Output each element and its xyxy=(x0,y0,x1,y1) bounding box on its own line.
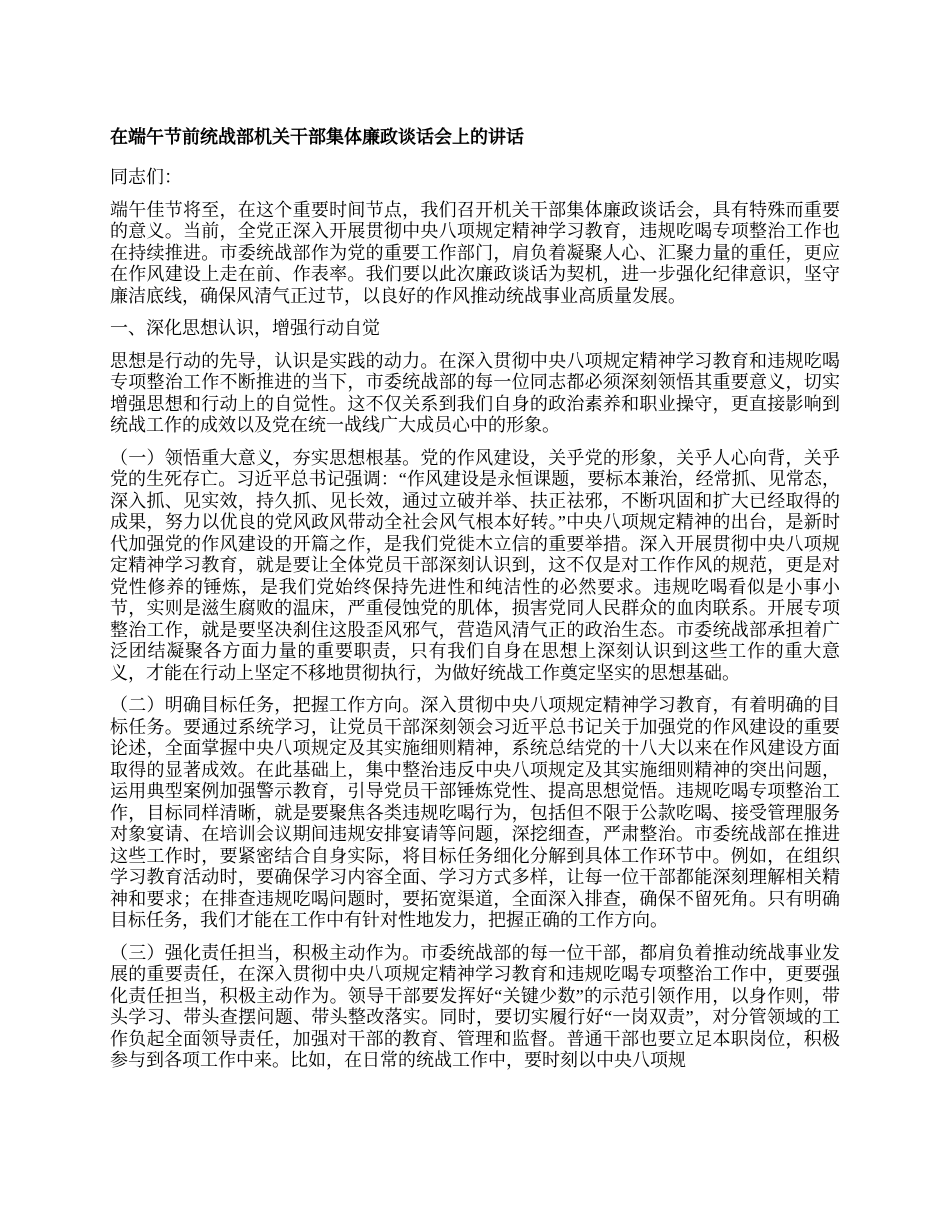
paragraph-point-3: （三）强化责任担当，积极主动作为。市委统战部的每一位干部，都肩负着推动统战事业发展的重要责任，在深入贯彻中央八项规定精神学习教育和违规吃喝专项整治工作中，更要强化责任担当，积极主动作为。领导干部要发挥好“关键少数”的示范引领作用，以身作则，带头学习、带头查摆问题、带头整改落实。同时，要切实履行好“一岗双责”，对分管领域的工作负起全面领导责任，加强对干部的教育、管理和监督。普通干部也要立足本职岗位，积极参与到各项工作中来。比如，在日常的统战工作中，要时刻以中央八项规 xyxy=(110,942,840,1070)
section-heading-1: 一、深化思想认识，增强行动自觉 xyxy=(110,318,380,338)
paragraph-intro: 端午佳节将至，在这个重要时间节点，我们召开机关干部集体廉政谈话会，具有特殊而重要的意义。当前，全党正深入开展贯彻中央八项规定精神学习教育，违规吃喝专项整治工作也在持续推进。市委统战部作为党的重要工作部门，肩负着凝聚人心、汇聚力量的重任，更应在作风建设上走在前、作表率。我们要以此次廉政谈话为契机，进一步强化纪律意识，坚守廉洁底线，确保风清气正过节，以良好的作风推动统战事业高质量发展。 xyxy=(110,199,840,306)
document-title: 在端午节前统战部机关干部集体廉政谈话会上的讲话 xyxy=(110,127,524,147)
paragraph-section-1-lead: 思想是行动的先导，认识是实践的动力。在深入贯彻中央八项规定精神学习教育和违规吃喝专项整治工作不断推进的当下，市委统战部的每一位同志都必须深刻领悟其重要意义，切实增强思想和行动上的自觉性。这不仅关系到我们自身的政治素养和职业操守，更直接影响到统战工作的成效以及党在统一战线广大成员心中的形象。 xyxy=(110,350,840,435)
paragraph-point-1: （一）领悟重大意义，夯实思想根基。党的作风建设，关乎党的形象，关乎人心向背，关乎党的生死存亡。习近平总书记强调：“作风建设是永恒课题，要标本兼治，经常抓、见常态，深入抓、见实效，持久抓、见长效，通过立破并举、扶正祛邪，不断巩固和扩大已经取得的成果，努力以优良的党风政风带动全社会风气根本好转。”中央八项规定精神的出台，是新时代加强党的作风建设的开篇之作，是我们党徙木立信的重要举措。深入开展贯彻中央八项规定精神学习教育，就是要让全体党员干部深刻认识到，这不仅是对工作作风的规范，更是对党性修养的锤炼，是我们党始终保持先进性和纯洁性的必然要求。违规吃喝看似是小事小节，实则是滋生腐败的温床，严重侵蚀党的肌体，损害党同人民群众的血肉联系。开展专项整治工作，就是要坚决刹住这股歪风邪气，营造风清气正的政治生态。市委统战部承担着广泛团结凝聚各方面力量的重要职责，只有我们自身在思想上深刻认识到这些工作的重大意义，才能在行动上坚定不移地贯彻执行，为做好统战工作奠定坚实的思想基础。 xyxy=(110,447,840,683)
paragraph-point-2: （二）明确目标任务，把握工作方向。深入贯彻中央八项规定精神学习教育，有着明确的目标任务。要通过系统学习，让党员干部深刻领会习近平总书记关于加强党的作风建设的重要论述，全面掌握中央八项规定及其实施细则精神，系统总结党的十八大以来在作风建设方面取得的显著成效。在此基础上，集中整治违反中央八项规定及其实施细则精神的突出问题，运用典型案例加强警示教育，引导党员干部锤炼党性、提高思想觉悟。违规吃喝专项整治工作，目标同样清晰，就是要聚焦各类违规吃喝行为，包括但不限于公款吃喝、接受管理服务对象宴请、在培训会议期间违规安排宴请等问题，深挖细查，严肃整治。市委统战部在推进这些工作时，要紧密结合自身实际，将目标任务细化分解到具体工作环节中。例如，在组织学习教育活动时，要确保学习内容全面、学习方式多样，让每一位干部都能深刻理解相关精神和要求；在排查违规吃喝问题时，要拓宽渠道，全面深入排查，确保不留死角。只有明确目标任务，我们才能在工作中有针对性地发力，把握正确的工作方向。 xyxy=(110,695,840,930)
salutation: 同志们： xyxy=(110,167,182,187)
